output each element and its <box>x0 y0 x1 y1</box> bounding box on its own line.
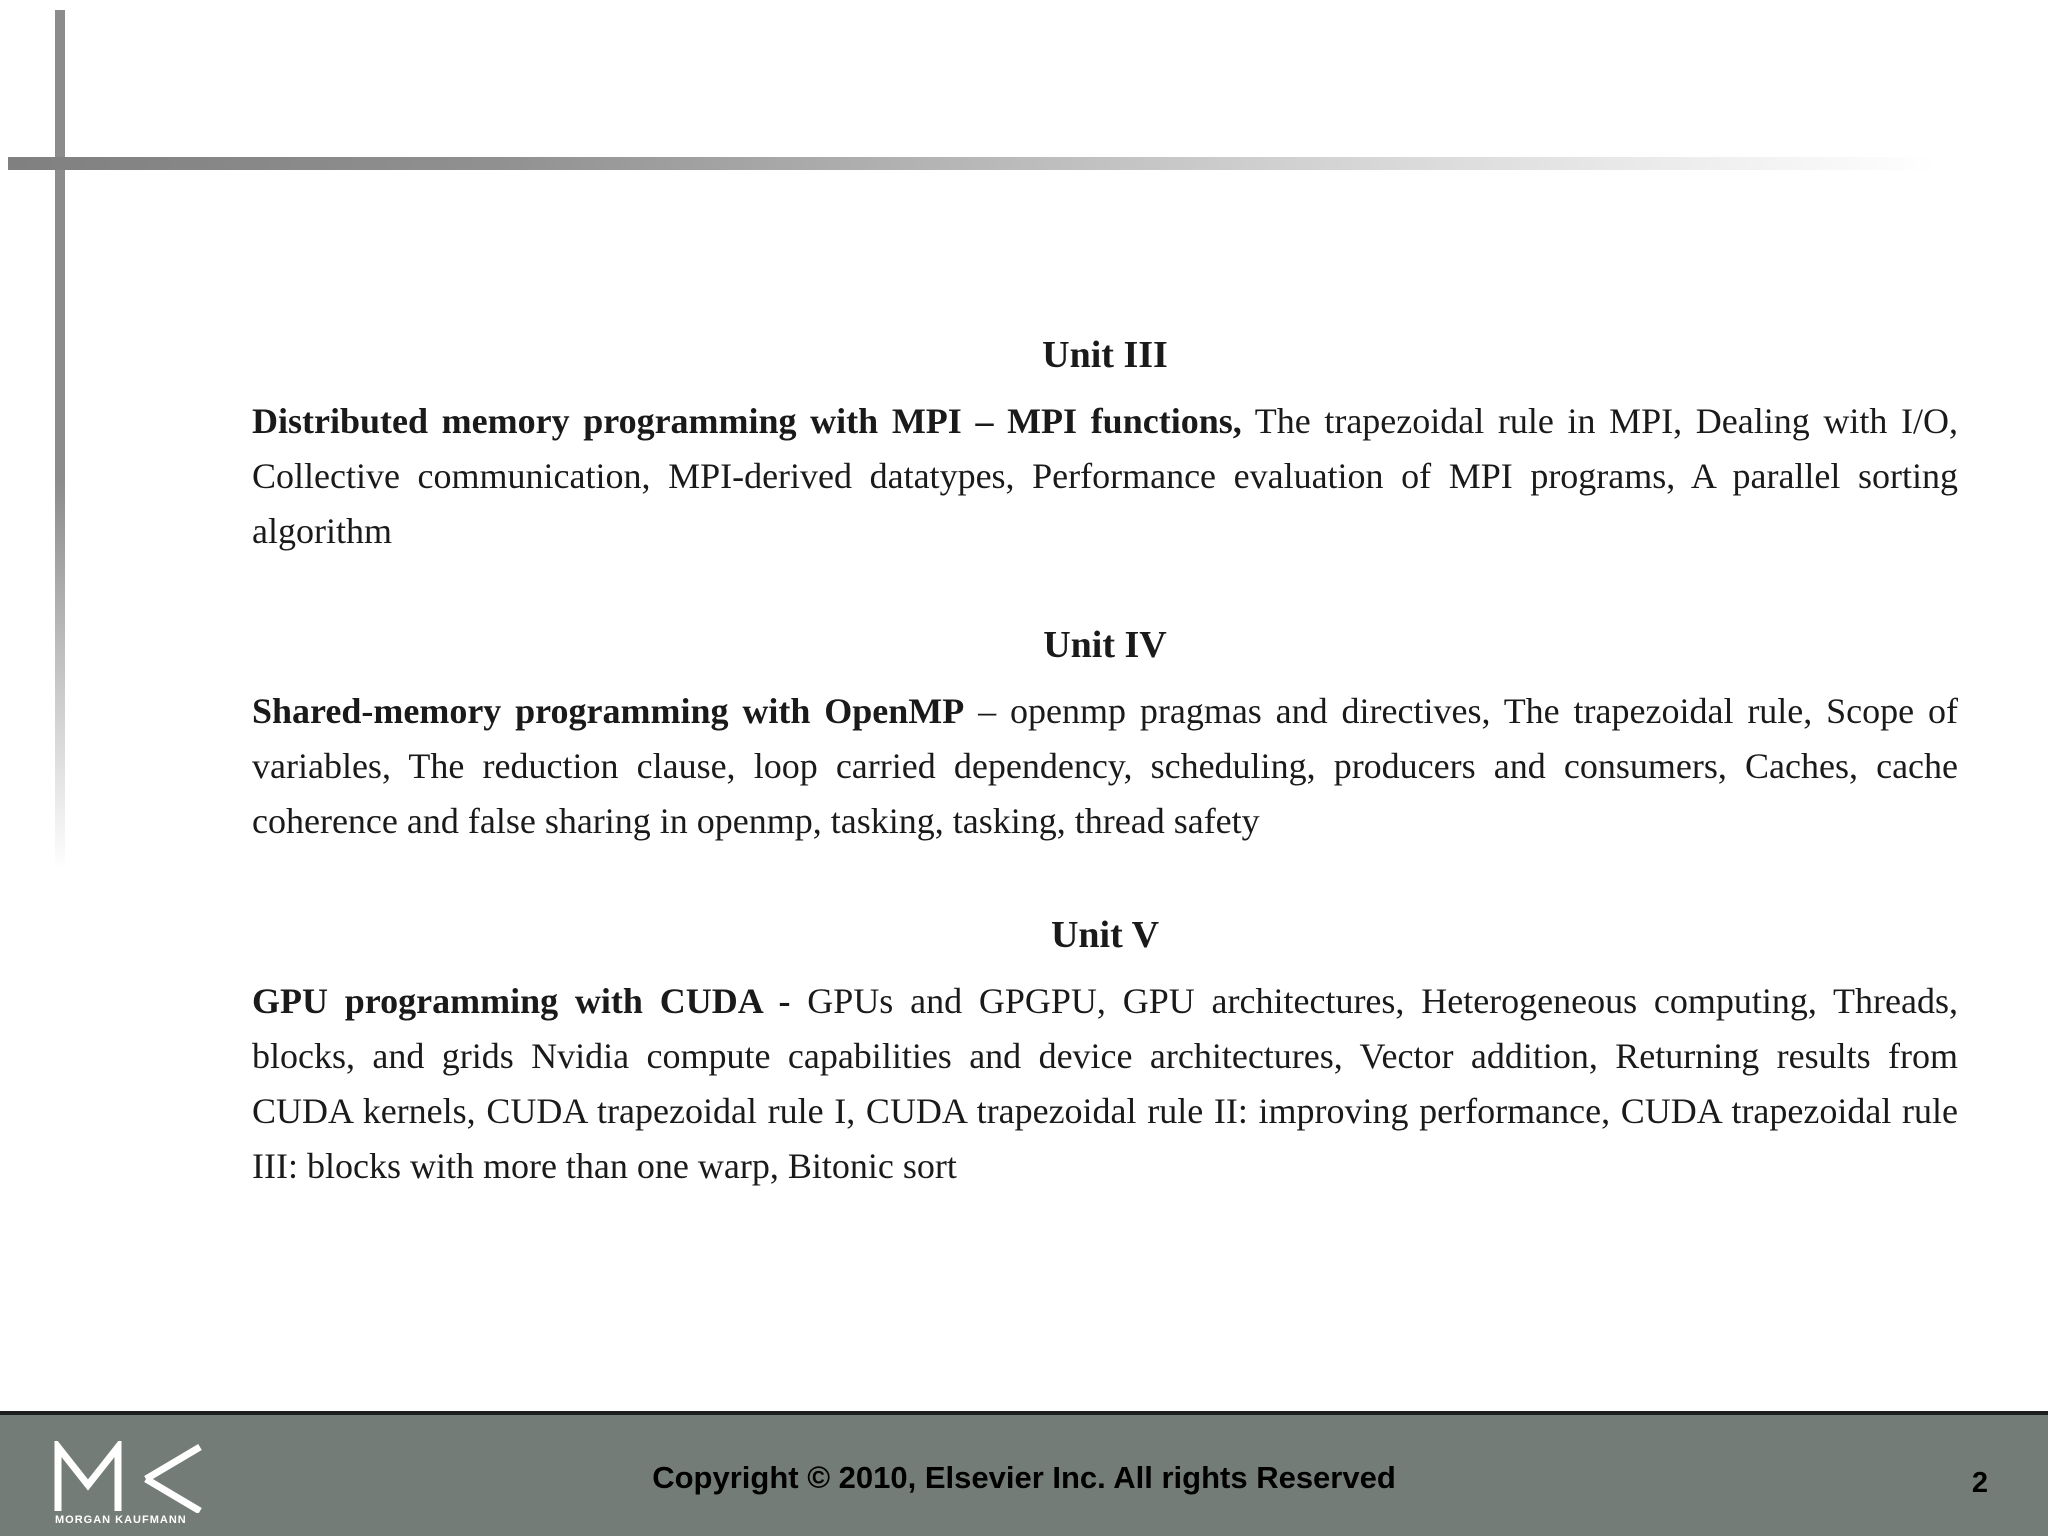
unit-title: Unit III <box>1042 334 1168 376</box>
unit-section-5 <box>252 910 1958 1194</box>
unit-section-4 <box>252 620 1958 849</box>
unit-topics: GPUs and GPGPU, GPU architectures, Heterogeneous computing, Threads, blocks, and grids Nvidia compute capabilities and device architectures, Vector addition, Returning results from CUDA kernels, CUDA trapezoidal rule I, CUDA trapezoidal rule II: improving performance, CUDA trapezoidal rule III: blocks with more than one warp, Bitonic sort <box>252 981 1958 1186</box>
page-number: 2 <box>1971 1467 1988 1499</box>
unit-lead-topic: GPU programming with CUDA - <box>252 981 791 1021</box>
unit-description <box>252 684 1958 849</box>
slide-content <box>252 330 1958 1255</box>
unit-lead-topic: Shared-memory programming with OpenMP <box>252 691 965 731</box>
decorative-vertical-bar <box>55 10 65 870</box>
logo-text: MORGAN KAUFMANN <box>55 1514 187 1526</box>
slide-footer <box>0 1411 2048 1536</box>
unit-description <box>252 394 1958 559</box>
copyright-text: Copyright © 2010, Elsevier Inc. All rights Reserved <box>652 1460 1396 1495</box>
unit-section-3 <box>252 330 1958 559</box>
unit-lead-topic: Distributed memory programming with MPI – MPI functions, <box>252 401 1242 441</box>
unit-description <box>252 974 1958 1194</box>
unit-title: Unit IV <box>1043 624 1167 666</box>
unit-topics: – openmp pragmas and directives, The trapezoidal rule, Scope of variables, The reduction clause, loop carried dependency, scheduling, producers and consumers, Caches, cache coherence and false sharing in openmp, tasking, tasking, thread safety <box>252 691 1958 841</box>
unit-title: Unit V <box>1050 914 1160 956</box>
decorative-horizontal-bar <box>8 157 1938 170</box>
unit-topics: The trapezoidal rule in MPI, Dealing with I/O, Collective communication, MPI-derived datatypes, Performance evaluation of MPI programs, A parallel sorting algorithm <box>252 401 1958 551</box>
